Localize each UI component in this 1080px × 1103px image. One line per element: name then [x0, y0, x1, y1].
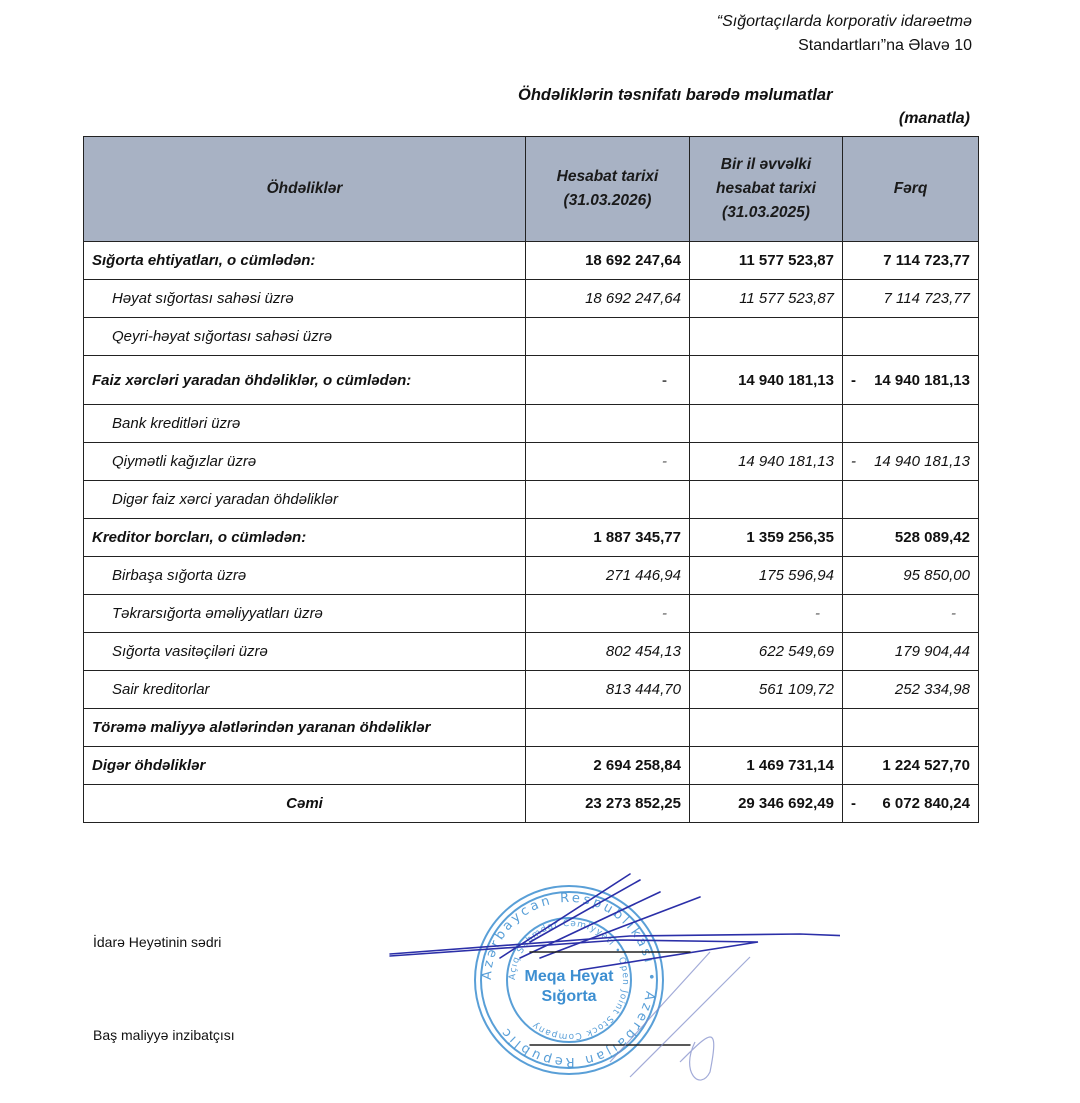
row-label: Qiymətli kağızlar üzrə	[84, 443, 526, 481]
cell-current: -	[526, 443, 690, 481]
svg-text:Açıq Səhmdar Cəmiyyəti • Open: Açıq Səhmdar Cəmiyyəti • Open Joint Stock Company	[507, 918, 631, 1042]
cell-previous	[690, 318, 843, 356]
cell-previous	[690, 481, 843, 519]
svg-text:Meqa Heyat: Meqa Heyat	[524, 968, 614, 985]
cell-current: 1 887 345,77	[526, 519, 690, 557]
cell-current: 802 454,13	[526, 633, 690, 671]
table-row	[84, 242, 979, 280]
table-row	[84, 356, 979, 405]
cell-difference	[843, 709, 979, 747]
company-stamp-icon	[380, 862, 840, 1102]
table-header-row	[84, 137, 979, 242]
cell-previous: 11 577 523,87	[690, 242, 843, 280]
cell-difference: - 14 940 181,13	[843, 356, 979, 405]
cell-current: 2 694 258,84	[526, 747, 690, 785]
row-label: Cəmi	[84, 785, 526, 823]
table-row	[84, 633, 979, 671]
cell-previous	[690, 709, 843, 747]
table-row	[84, 481, 979, 519]
row-label: Həyat sığortası sahəsi üzrə	[84, 280, 526, 318]
cell-current: -	[526, 595, 690, 633]
col-header-liabilities: Öhdəliklər	[84, 137, 526, 242]
cell-difference: 528 089,42	[843, 519, 979, 557]
table-row	[84, 519, 979, 557]
cell-difference	[843, 318, 979, 356]
cell-difference: 95 850,00	[843, 557, 979, 595]
row-label: Qeyri-həyat sığortası sahəsi üzrə	[84, 318, 526, 356]
row-label: Sair kreditorlar	[84, 671, 526, 709]
table-row	[84, 709, 979, 747]
cell-current: 271 446,94	[526, 557, 690, 595]
cell-previous: 1 359 256,35	[690, 519, 843, 557]
document-title: Öhdəliklərin təsnifatı barədə məlumatlar	[518, 86, 833, 104]
cell-current: 813 444,70	[526, 671, 690, 709]
cell-current	[526, 405, 690, 443]
cell-previous: -	[690, 595, 843, 633]
cell-previous: 11 577 523,87	[690, 280, 843, 318]
row-label: Təkrarsığorta əməliyyatları üzrə	[84, 595, 526, 633]
col-header-previous-date: Bir il əvvəlki hesabat tarixi (31.03.2025)	[690, 137, 843, 242]
cell-previous: 561 109,72	[690, 671, 843, 709]
row-label: Birbaşa sığorta üzrə	[84, 557, 526, 595]
table-row	[84, 405, 979, 443]
table-row	[84, 747, 979, 785]
cell-previous: 14 940 181,13	[690, 443, 843, 481]
cell-difference: -	[843, 595, 979, 633]
cell-current	[526, 709, 690, 747]
table-row	[84, 318, 979, 356]
cell-current	[526, 318, 690, 356]
cell-difference: - 14 940 181,13	[843, 443, 979, 481]
cell-previous: 14 940 181,13	[690, 356, 843, 405]
svg-text:Azərbaycan Respublikası • Azer: Azərbaycan Respublikası • Azerbaijan Republic	[479, 890, 659, 1070]
cell-previous: 175 596,94	[690, 557, 843, 595]
cell-difference: 7 114 723,77	[843, 280, 979, 318]
cell-current: -	[526, 356, 690, 405]
table-row	[84, 557, 979, 595]
cell-previous: 622 549,69	[690, 633, 843, 671]
cell-difference: 1 224 527,70	[843, 747, 979, 785]
cell-difference	[843, 405, 979, 443]
cell-current: 18 692 247,64	[526, 280, 690, 318]
svg-text:Sığorta: Sığorta	[541, 988, 597, 1005]
col-header-difference: Fərq	[843, 137, 979, 242]
cell-previous: 1 469 731,14	[690, 747, 843, 785]
col-header-current-date: Hesabat tarixi (31.03.2026)	[526, 137, 690, 242]
table-row	[84, 595, 979, 633]
row-label: Sığorta vasitəçiləri üzrə	[84, 633, 526, 671]
row-label: Bank kreditləri üzrə	[84, 405, 526, 443]
appendix-line-1: “Sığortaçılarda korporativ idarəetmə	[716, 13, 972, 30]
appendix-line-2: Standartları”na Əlavə 10	[798, 37, 972, 54]
row-label: Digər faiz xərci yaradan öhdəliklər	[84, 481, 526, 519]
chairman-signature-label: İdarə Heyətinin sədri	[93, 934, 222, 950]
currency-unit: (manatla)	[898, 110, 970, 127]
row-label: Digər öhdəliklər	[84, 747, 526, 785]
cell-current: 23 273 852,25	[526, 785, 690, 823]
table-row	[84, 280, 979, 318]
row-label: Faiz xərcləri yaradan öhdəliklər, o cümlədən:	[84, 356, 526, 405]
row-label: Törəmə maliyyə alətlərindən yaranan öhdəliklər	[84, 709, 526, 747]
cell-difference: - 6 072 840,24	[843, 785, 979, 823]
row-label: Sığorta ehtiyatları, o cümlədən:	[84, 242, 526, 280]
cell-previous: 29 346 692,49	[690, 785, 843, 823]
cell-difference	[843, 481, 979, 519]
appendix-reference	[717, 10, 972, 58]
total-row	[84, 785, 979, 823]
cell-previous	[690, 405, 843, 443]
row-label: Kreditor borcları, o cümlədən:	[84, 519, 526, 557]
liabilities-table	[83, 136, 979, 823]
table-row	[84, 443, 979, 481]
cell-difference: 179 904,44	[843, 633, 979, 671]
cell-current: 18 692 247,64	[526, 242, 690, 280]
cfo-signature-label: Baş maliyyə inzibatçısı	[93, 1027, 235, 1043]
cell-difference: 7 114 723,77	[843, 242, 979, 280]
cell-current	[526, 481, 690, 519]
table-row	[84, 671, 979, 709]
cell-difference: 252 334,98	[843, 671, 979, 709]
